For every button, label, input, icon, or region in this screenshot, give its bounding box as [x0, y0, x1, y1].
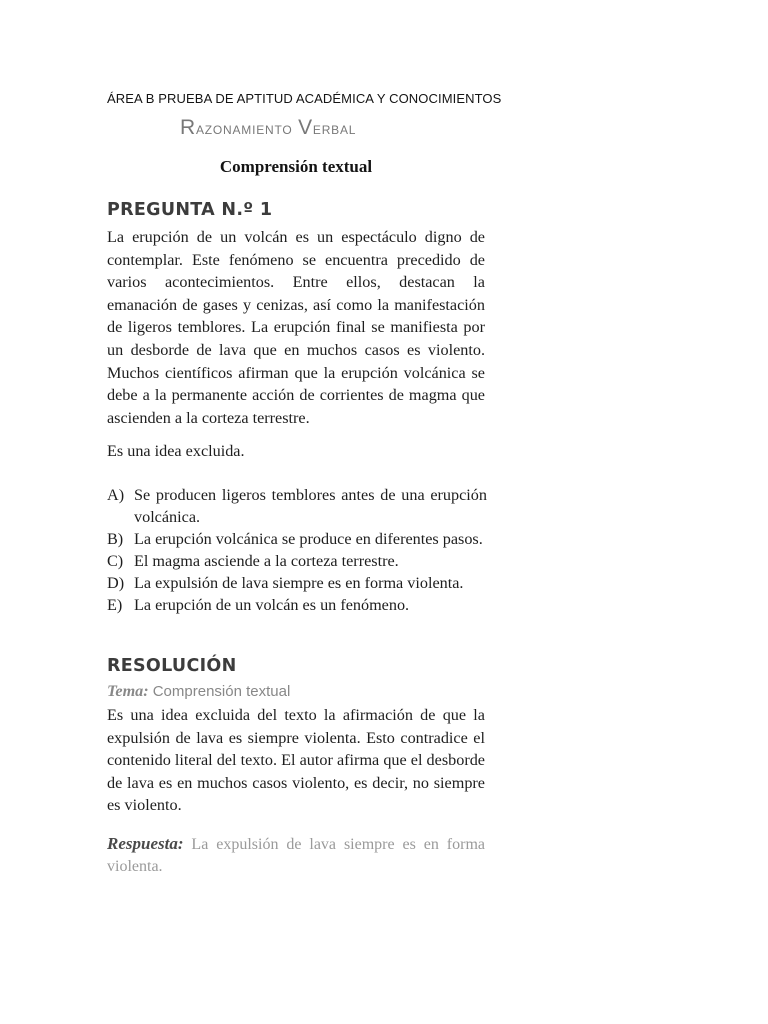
option-letter: D) [107, 574, 125, 592]
option-b [107, 528, 487, 550]
resolution-text: Es una idea excluida del texto la afirmación de que la expulsión de lava es siempre violenta. Esto contradice el contenido literal del texto. El autor afirma que el desborde de lava es en muchos casos violento, es decir, no siempre es violento. [107, 706, 485, 815]
resolution-heading: RESOLUCIÓN [107, 656, 237, 676]
section-title-initial-2: V [298, 116, 313, 139]
answer-label: Respuesta: [107, 834, 184, 853]
section-title-rest-2: erbal [312, 119, 357, 138]
option-text: El magma asciende a la corteza terrestre. [134, 552, 399, 570]
subtitle: Comprensión textual [219, 157, 373, 176]
question-text: La erupción de un volcán es un espectáculo digno de contemplar. Este fenómeno se encuentra precedido de varios acontecimientos. Entre ellos, destacan la emanación de gases y cenizas, así como la manifestación de ligeros temblores. La erupción final se manifiesta por un desborde de lava que en muchos casos es violento. Muchos científicos afirman que la erupción volcánica se debe a la permanente acción de corrientes de magma que ascienden a la corteza terrestre. [107, 228, 485, 427]
tema-line [107, 682, 290, 701]
section-title-initial-1: R [180, 116, 196, 139]
question-prompt: Es una idea excluida. [107, 442, 245, 460]
option-c [107, 550, 487, 572]
option-text: La erupción de un volcán es un fenómeno. [134, 596, 410, 614]
option-letter: A) [107, 486, 125, 504]
tema-label: Tema: [107, 682, 149, 700]
answer-value: La expulsión de lava siempre es en forma violenta. [107, 836, 485, 875]
answer-options [107, 484, 487, 616]
tema-value: Comprensión textual [152, 683, 291, 700]
option-text: La erupción volcánica se produce en diferentes pasos. [134, 530, 483, 548]
option-letter: C) [107, 552, 124, 570]
option-text: La expulsión de lava siempre es en forma violenta. [134, 574, 464, 592]
option-d [107, 572, 487, 594]
option-a [107, 484, 487, 528]
answer-line [107, 833, 485, 878]
section-title-rest-1: azonamiento [195, 119, 299, 138]
question-heading: PREGUNTA N.º 1 [107, 200, 273, 220]
option-text: Se producen ligeros temblores antes de una erupción volcánica. [134, 486, 487, 526]
option-e [107, 594, 487, 616]
section-title [180, 116, 356, 140]
page-header: ÁREA B PRUEBA DE APTITUD ACADÉMICA Y CONOCIMIENTOS [107, 91, 502, 106]
option-letter: E) [107, 596, 123, 614]
option-letter: B) [107, 530, 124, 548]
